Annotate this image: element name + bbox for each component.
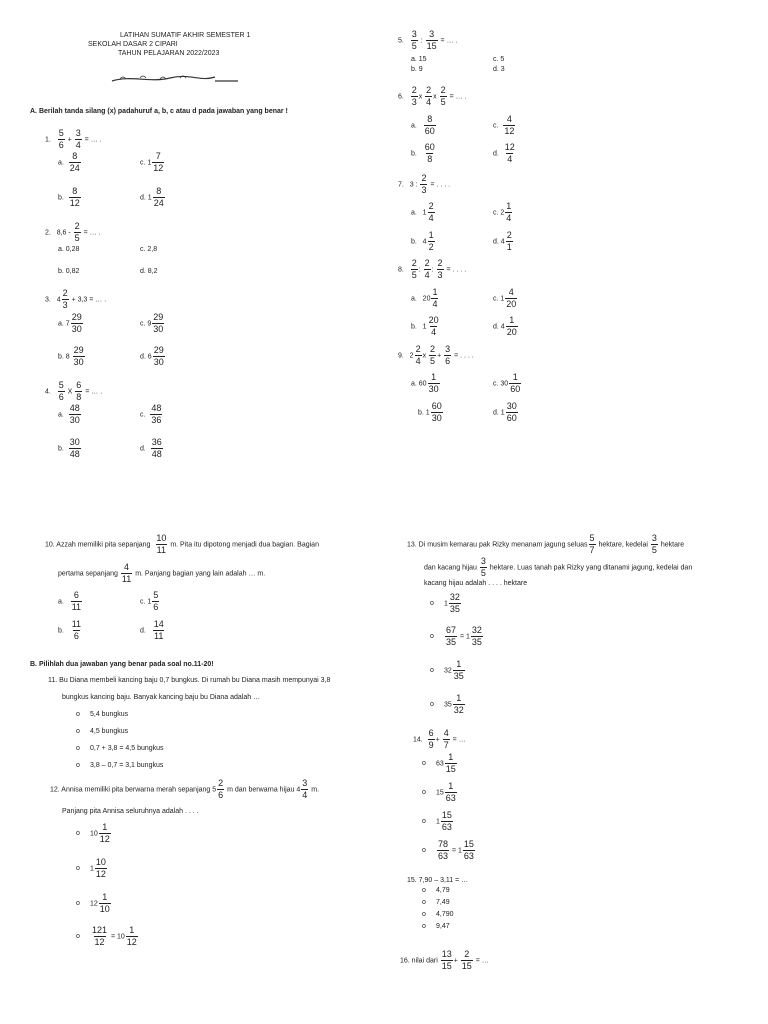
q7-option-b[interactable]: b. 4 $\frac{1}{2}$	[411, 230, 434, 252]
question-1: 1. $\frac{5}{6}$ + $\frac{3}{4}$ = … .	[45, 128, 102, 150]
q6-option-b[interactable]: b. $\frac{60}{8}$	[411, 142, 435, 164]
q15-option-4[interactable]: o 9,47	[422, 923, 450, 930]
q14-option-1[interactable]: o 63 $\frac{1}{15}$	[422, 753, 458, 774]
q11-option-2[interactable]: o 4,5 bungkus	[76, 728, 128, 735]
q9-option-c[interactable]: c. 30 $\frac{1}{60}$	[493, 372, 521, 394]
q10-option-d[interactable]: d. $\frac{14}{11}$	[140, 619, 164, 641]
q8-option-a[interactable]: a. 20 $\frac{1}{4}$	[411, 287, 438, 309]
q1-option-a[interactable]: a. $\frac{8}{24}$	[58, 151, 80, 173]
question-2: 2. 8,6 - $\frac{2}{5}$ = … .	[45, 221, 101, 243]
q10-option-c[interactable]: c. 1 $\frac{5}{6}$	[140, 590, 159, 612]
question-13-cont: dan kacang hijau $\frac{3}{5}$ hektare. Luas tanah pak Rizky yang ditanami jagung, kedelai dan	[424, 556, 693, 578]
section-b-instruction: B. Pilihlah dua jawaban yang benar pada soal no.11-20!	[30, 661, 214, 668]
question-12-cont: Panjang pita Annisa seluruhnya adalah . . . .	[62, 808, 199, 815]
q6-option-c[interactable]: c. $\frac{4}{12}$	[493, 114, 515, 136]
q9-option-a[interactable]: a. 60 $\frac{1}{30}$	[411, 372, 439, 394]
q3-option-c[interactable]: c. 9 $\frac{29}{30}$	[140, 312, 164, 334]
q2-option-a[interactable]: a. 0,28	[58, 246, 80, 253]
q6-option-a[interactable]: a. $\frac{8}{60}$	[411, 114, 435, 136]
q2-option-b[interactable]: b. 0,82	[58, 268, 80, 275]
q15-option-2[interactable]: o 7,49	[422, 899, 450, 906]
q5-option-c[interactable]: c. 5	[493, 56, 505, 63]
q3-option-d[interactable]: d. 6 $\frac{29}{30}$	[140, 345, 164, 367]
q14-option-4[interactable]: o $\frac{78}{63}$ = 1 $\frac{15}{63}$	[422, 840, 476, 861]
header-school: SEKOLAH DASAR 2 CIPARI	[88, 41, 178, 48]
question-9: 9. 2 $\frac{2}{4}$ x $\frac{2}{5}$ + $\frac{3}{6}$ = . . . .	[398, 344, 474, 366]
q1-option-b[interactable]: b. $\frac{8}{12}$	[58, 186, 80, 208]
q12-option-3[interactable]: o 12 $\frac{1}{10}$	[76, 893, 112, 914]
question-11: 11. Bu Diana membeli kancing baju 0,7 bungkus. Di rumah bu Diana masih mempunyai 3,8	[48, 677, 331, 684]
q14-option-3[interactable]: o 1 $\frac{15}{63}$	[422, 811, 454, 832]
question-13-end: kacang hijau adalah . . . . hektare	[424, 580, 528, 587]
question-10-cont: pertama sepanjang $\frac{4}{11}$ m. Panjang bagian yang lain adalah … m.	[58, 562, 266, 584]
q9-option-b[interactable]: b. 1 $\frac{60}{30}$	[418, 401, 442, 423]
q13-option-4[interactable]: o 35 $\frac{1}{32}$	[430, 694, 466, 715]
question-16: 16. nilai dari $\frac{13}{15}$ + $\frac{2}{15}$ = …	[400, 949, 489, 971]
question-10: 10. Azzah memiliki pita sepanjang $\frac{10}{11}$ m. Pita itu dipotong menjadi dua bagian. Bagian	[45, 533, 319, 555]
question-3: 3. 4 $\frac{2}{3}$ + 3,3 = … .	[45, 288, 107, 310]
q10-option-a[interactable]: a. $\frac{6}{11}$	[58, 590, 82, 612]
q13-option-3[interactable]: o 32 $\frac{1}{35}$	[430, 660, 466, 681]
q4-option-b[interactable]: b. $\frac{30}{48}$	[58, 437, 80, 459]
q13-option-1[interactable]: o 1 $\frac{32}{35}$	[430, 593, 462, 614]
question-11-cont: bungkus kancing baju. Banyak kancing baju bu Diana adalah …	[62, 694, 261, 701]
question-15: 15. 7,90 – 3,11 = …	[407, 877, 469, 884]
q13-option-2[interactable]: o $\frac{67}{35}$ = 1 $\frac{32}{35}$	[430, 626, 484, 647]
basmalah-calligraphy	[110, 73, 240, 85]
question-14: 14. $\frac{6}{9}$ + $\frac{4}{7}$ = …	[413, 728, 466, 750]
q2-option-d[interactable]: d. 8,2	[140, 268, 158, 275]
q5-option-d[interactable]: d. 3	[493, 66, 505, 73]
q12-option-1[interactable]: o 10 $\frac{1}{12}$	[76, 823, 112, 844]
section-a-instruction: A. Berilah tanda silang (x) padahuruf a, b, c atau d pada jawaban yang benar !	[30, 108, 288, 115]
q1-option-d[interactable]: d. 1 $\frac{8}{24}$	[140, 186, 164, 208]
question-4: 4. $\frac{5}{6}$ X $\frac{6}{8}$ = … .	[45, 380, 103, 402]
q15-option-1[interactable]: o 4,79	[422, 887, 450, 894]
question-7: 7. 3 : $\frac{2}{3}$ = . . . .	[398, 173, 451, 195]
q8-option-d[interactable]: d. 4 $\frac{1}{20}$	[493, 315, 517, 337]
question-6: 6. $\frac{2}{3}$ x $\frac{2}{4}$ x $\frac{2}{5}$ = … .	[398, 85, 467, 107]
header-year: TAHUN PELAJARAN 2022/2023	[118, 50, 220, 57]
q8-option-b[interactable]: b. 1 $\frac{20}{4}$	[411, 315, 439, 337]
q6-option-d[interactable]: d. $\frac{12}{4}$	[493, 142, 515, 164]
q4-option-c[interactable]: c. $\frac{48}{36}$	[140, 403, 162, 425]
q7-option-d[interactable]: d. 4 $\frac{2}{1}$	[493, 230, 512, 252]
q12-option-4[interactable]: o $\frac{121}{12}$ = 10 $\frac{1}{12}$	[76, 926, 139, 947]
q9-option-d[interactable]: d. 1 $\frac{30}{60}$	[493, 401, 517, 423]
question-8: 8. $\frac{2}{5}$ : $\frac{2}{4}$ : $\frac{2}{3}$ = . . . .	[398, 258, 467, 280]
q3-option-b[interactable]: b. 8 $\frac{29}{30}$	[58, 345, 84, 367]
q8-option-c[interactable]: c. 1 $\frac{4}{20}$	[493, 287, 517, 309]
q11-option-1[interactable]: o 5,4 bungkus	[76, 711, 128, 718]
q1-option-c[interactable]: c. 1 $\frac{7}{12}$	[140, 151, 164, 173]
header-title: LATIHAN SUMATIF AKHIR SEMESTER 1	[120, 32, 251, 39]
q7-option-a[interactable]: a. 1 $\frac{2}{4}$	[411, 201, 434, 223]
q4-option-d[interactable]: d. $\frac{36}{48}$	[140, 437, 162, 459]
question-12: 12. Annisa memiliki pita berwarna merah sepanjang 5 $\frac{2}{6}$ m dan berwarna hijau 4 $\frac{3}{4}$ m.	[50, 778, 320, 800]
q11-option-4[interactable]: o 3,8 – 0,7 = 3,1 bungkus	[76, 762, 163, 769]
q12-option-2[interactable]: o 1 $\frac{10}{12}$	[76, 858, 108, 879]
q11-option-3[interactable]: o 0,7 + 3,8 = 4,5 bungkus	[76, 745, 164, 752]
q10-option-b[interactable]: b. $\frac{11}{6}$	[58, 619, 82, 641]
q15-option-3[interactable]: o 4,790	[422, 911, 454, 918]
q5-option-a[interactable]: a. 15	[411, 56, 427, 63]
q7-option-c[interactable]: c. 2 $\frac{1}{4}$	[493, 201, 512, 223]
q4-option-a[interactable]: a. $\frac{48}{30}$	[58, 403, 80, 425]
q3-option-a[interactable]: a. 7 $\frac{29}{30}$	[58, 312, 82, 334]
q14-option-2[interactable]: o 15 $\frac{1}{63}$	[422, 782, 458, 803]
question-13: 13. Di musim kemarau pak Rizky menanam jagung seluas $\frac{5}{7}$ hektare, kedelai $\frac{3}{5}$ hektare	[407, 533, 685, 555]
q5-option-b[interactable]: b. 9	[411, 66, 423, 73]
question-5: 5. $\frac{3}{5}$ : $\frac{3}{15}$ = … .	[398, 29, 458, 51]
q2-option-c[interactable]: c. 2,8	[140, 246, 158, 253]
